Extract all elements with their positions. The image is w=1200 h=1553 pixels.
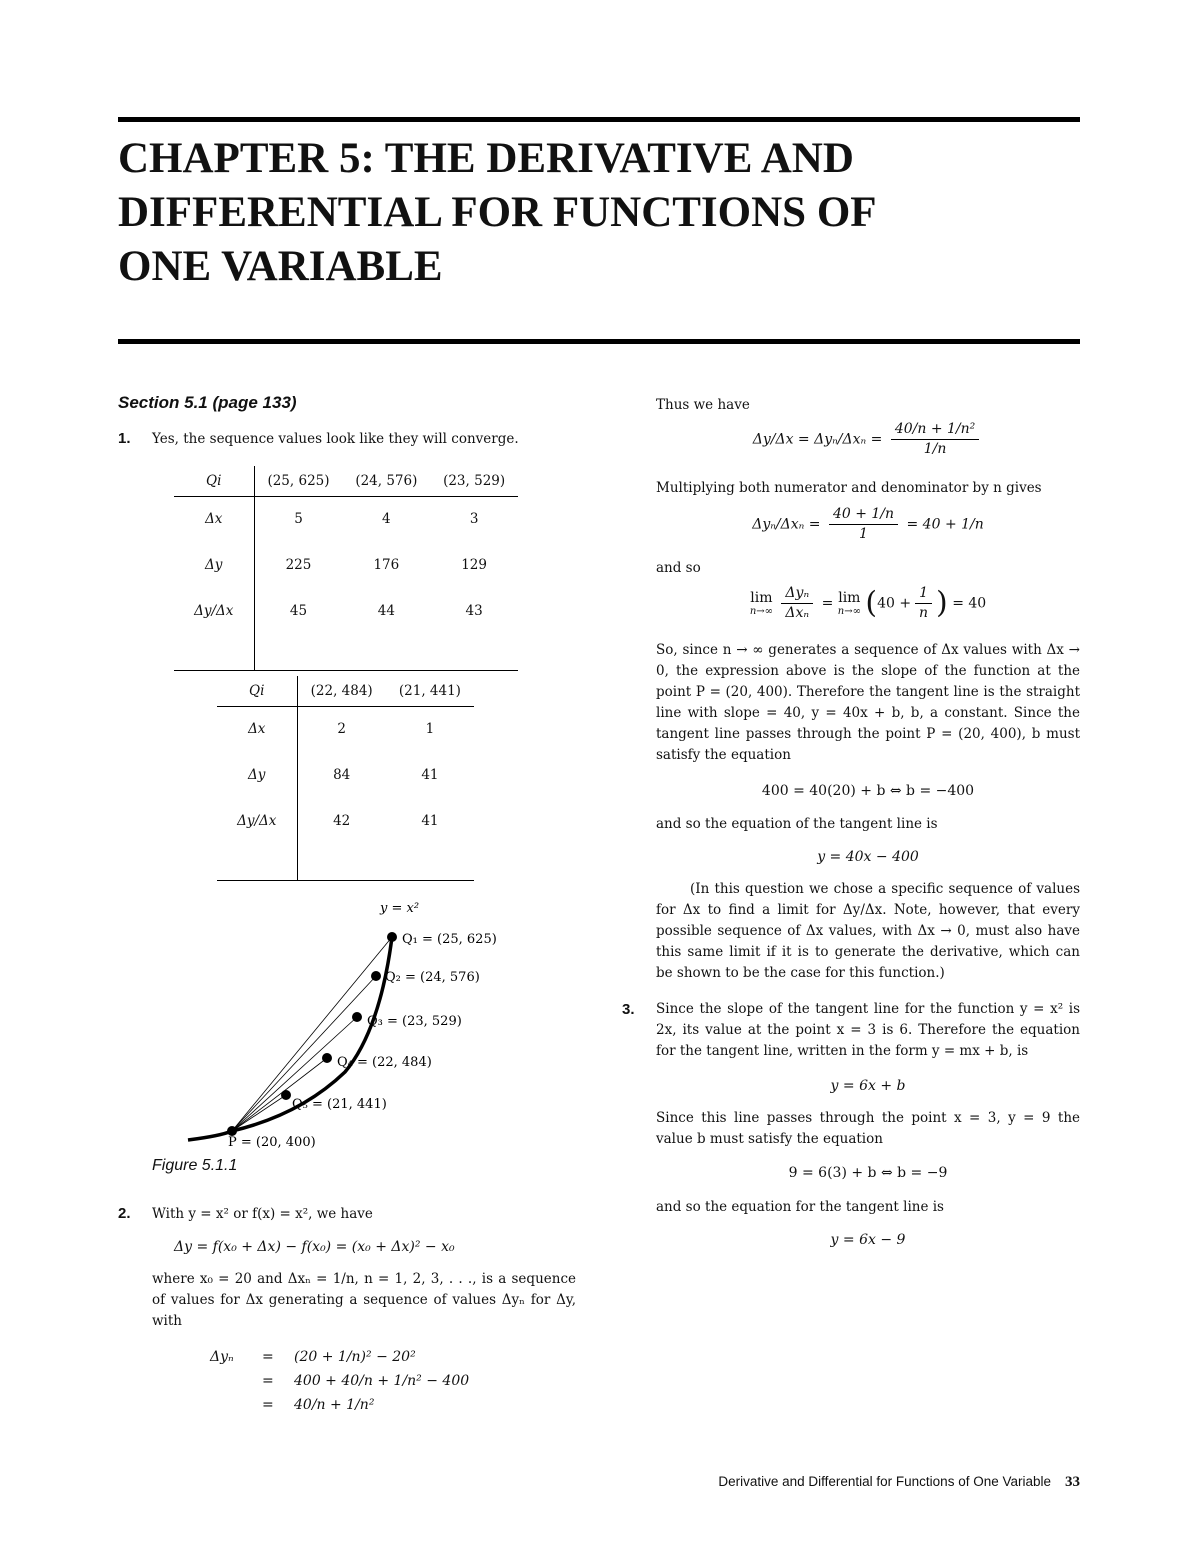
top-rule <box>118 117 1080 122</box>
table-row-label: Δy/Δx <box>174 588 254 634</box>
limit-equation: lim n→∞ $\frac{\text{Δyₙ}}{\text{Δxₙ}}$ = lim n→∞ (40 + $\frac{1}{n}$ ) = 40 <box>749 585 987 621</box>
secant-line <box>232 1017 357 1131</box>
fraction-denominator: 1/n <box>923 441 947 457</box>
limit-word: lim <box>750 589 773 606</box>
table-header-cell: (21, 441) <box>386 676 474 706</box>
table-cell: 44 <box>377 603 395 619</box>
point-label: P = (20, 400) <box>228 1135 316 1150</box>
chapter-title-line: DIFFERENTIAL FOR FUNCTIONS OF <box>118 189 877 236</box>
figure-secant-lines <box>180 890 520 1155</box>
table-row <box>217 752 474 798</box>
table-cell: 1 <box>425 721 435 738</box>
table-header-cell: (24, 576) <box>342 466 430 496</box>
exercise-3-item <box>622 999 1080 1062</box>
curve-label: y = x² <box>380 901 420 916</box>
point-q2 <box>371 971 381 981</box>
table-row-label: Δx <box>174 496 254 542</box>
table-header-cell: Qi <box>217 676 297 706</box>
exercise-1 <box>118 428 578 450</box>
table-cell: 43 <box>465 603 483 619</box>
equation: 9 = 6(3) + b ⇔ b = −9 <box>788 1165 948 1181</box>
equation: 400 = 40(20) + b ⇔ b = −400 <box>761 783 975 799</box>
fraction-denominator: n <box>919 605 929 621</box>
section-heading: Section 5.1 (page 133) <box>118 393 297 412</box>
point-q4 <box>322 1053 332 1063</box>
point-label: Q₄ = (22, 484) <box>337 1055 432 1070</box>
table-row <box>217 798 474 844</box>
align-rhs: 400 + 40/n + 1/n² − 400 <box>294 1373 470 1389</box>
exercise-2-intro <box>118 1203 578 1225</box>
table-header-cell: Qi <box>174 466 254 496</box>
table-2 <box>217 676 474 881</box>
exercise-number: 2. <box>118 1205 131 1222</box>
point-q1 <box>387 932 397 942</box>
equation: Δy = f(x₀ + Δx) − f(x₀) = (x₀ + Δx)² − x₀ <box>174 1239 455 1255</box>
paragraph: Since this line passes through the point x = 3, y = 9 the value b must satisfy the equation <box>656 1110 1080 1147</box>
chapter-title <box>118 132 1080 294</box>
table-header-cell: (23, 529) <box>430 466 518 496</box>
table-cell: 2 <box>337 721 346 738</box>
equation-fraction <box>656 420 1080 459</box>
paragraph: Multiplying both numerator and denominator by n gives <box>656 480 1042 496</box>
paragraph: Thus we have <box>656 397 750 413</box>
table-row <box>174 588 518 634</box>
table-header-cell: (22, 484) <box>297 676 386 706</box>
table-header-cell: (25, 625) <box>254 466 342 496</box>
table-row-label: Δy/Δx <box>217 798 297 844</box>
table-1 <box>174 466 518 671</box>
limit-subscript: n→∞ <box>749 605 773 617</box>
paragraph: and so the equation for the tangent line is <box>656 1199 944 1215</box>
point-label: Q₂ = (24, 576) <box>385 970 480 985</box>
equation-lhs: Δy/Δx = Δyₙ/Δxₙ = <box>752 431 883 448</box>
fraction-numerator: Δyₙ <box>781 584 813 604</box>
point-label: Q₃ = (23, 529) <box>367 1014 462 1029</box>
table-cell: 45 <box>289 603 308 619</box>
fraction-numerator: 40/n + 1/n² <box>891 420 979 440</box>
align-rhs: 40/n + 1/n² <box>294 1397 375 1413</box>
point-label: Q₅ = (21, 441) <box>292 1097 387 1112</box>
figure-caption: Figure 5.1.1 <box>152 1157 238 1174</box>
table-row-label: Δx <box>217 706 297 752</box>
limit-subscript: n→∞ <box>837 605 861 617</box>
fraction-denominator: 1 <box>859 526 868 542</box>
table-cell: 41 <box>421 767 439 783</box>
exercise-3 <box>622 999 1080 1062</box>
chapter-title-line: ONE VARIABLE <box>118 243 443 290</box>
exercise-2-paragraph: where x₀ = 20 and Δxₙ = 1/n, n = 1, 2, 3, . . ., is a sequence of values for Δx generating a sequence of values Δyₙ for Δy, with <box>152 1271 576 1329</box>
align-eq: = <box>262 1349 274 1365</box>
equation-lhs: Δyₙ/Δxₙ = <box>752 516 821 533</box>
paragraph: and so <box>656 560 701 576</box>
equation-rhs: = 40 + 1/n <box>906 516 984 533</box>
secant-line <box>232 1058 327 1131</box>
align-eq: = <box>262 1397 274 1413</box>
table-cell: 225 <box>285 557 312 573</box>
aligned-equations <box>210 1346 570 1418</box>
paragraph: and so the equation of the tangent line is <box>656 816 938 832</box>
page-number: 33 <box>1065 1474 1080 1490</box>
fraction-denominator: Δxₙ <box>785 605 810 621</box>
footer-text: Derivative and Differential for Functions of One Variable <box>718 1474 1051 1489</box>
equation: y = 6x − 9 <box>830 1232 906 1248</box>
limit-inner: 40 + <box>877 595 912 612</box>
point-q5 <box>281 1090 291 1100</box>
limit-equals: = <box>821 595 834 612</box>
table-row <box>174 496 518 542</box>
equation: y = 6x + b <box>830 1078 906 1094</box>
align-lhs: Δyₙ <box>210 1349 234 1365</box>
equation: y = 40x − 400 <box>817 849 919 865</box>
limit-word: lim <box>838 589 861 606</box>
point-q3 <box>352 1012 362 1022</box>
exercise-1-text: Yes, the sequence values look like they will converge. <box>152 431 519 447</box>
exercise-3-text: Since the slope of the tangent line for the function y = x² is 2x, its value at the point x = 3 is 6. Therefore the equation for the tangent line, written in the form y = mx + b, is <box>656 1001 1080 1059</box>
exercise-2-intro-text: With y = x² or f(x) = x², we have <box>152 1206 373 1222</box>
table-cell: 84 <box>333 767 351 783</box>
exercise-number: 1. <box>118 430 131 447</box>
table-cell: 4 <box>382 511 391 528</box>
paragraph: So, since n → ∞ generates a sequence of Δx values with Δx → 0, the expression above is the slope of the function at the point P = (20, 400). Therefore the tangent line is the straight line with slope = 40, y = 40x + b, b, a constant. Since the tangent line passes through the point P = (20, 400), b must satisfy the equation <box>656 642 1080 763</box>
table-cell: 5 <box>294 511 303 528</box>
fraction-numerator: 40 + 1/n <box>829 505 898 525</box>
table-row-label: Δy <box>217 752 297 798</box>
chapter-title-line: CHAPTER 5: THE DERIVATIVE AND <box>118 135 854 182</box>
table-cell: 176 <box>373 557 400 573</box>
table-row <box>217 706 474 752</box>
page-footer <box>660 1474 1080 1491</box>
table-cell: 41 <box>421 813 439 829</box>
align-rhs: (20 + 1/n)² − 20² <box>294 1349 416 1365</box>
table-row-label: Δy <box>174 542 254 588</box>
table-cell: 129 <box>461 557 487 573</box>
exercise-number: 3. <box>622 1001 635 1018</box>
secant-line <box>232 1095 286 1131</box>
equation-fraction <box>656 505 1080 544</box>
note-paragraph: (In this question we chose a specific sequence of values for Δx to find a limit for Δy/Δx. Note, however, that every possible sequence of Δx values, with Δx → 0, must also have this same limit if it is to generate the derivative, which can be shown to be the case for this function.) <box>656 881 1080 981</box>
fraction-numerator: 1 <box>915 584 932 604</box>
table-row <box>174 542 518 588</box>
bottom-rule <box>118 339 1080 344</box>
equation-rhs: = 40 <box>952 595 987 612</box>
point-label: Q₁ = (25, 625) <box>402 932 497 947</box>
table-cell: 42 <box>333 813 351 829</box>
align-eq: = <box>262 1373 274 1389</box>
table-cell: 3 <box>469 511 479 528</box>
